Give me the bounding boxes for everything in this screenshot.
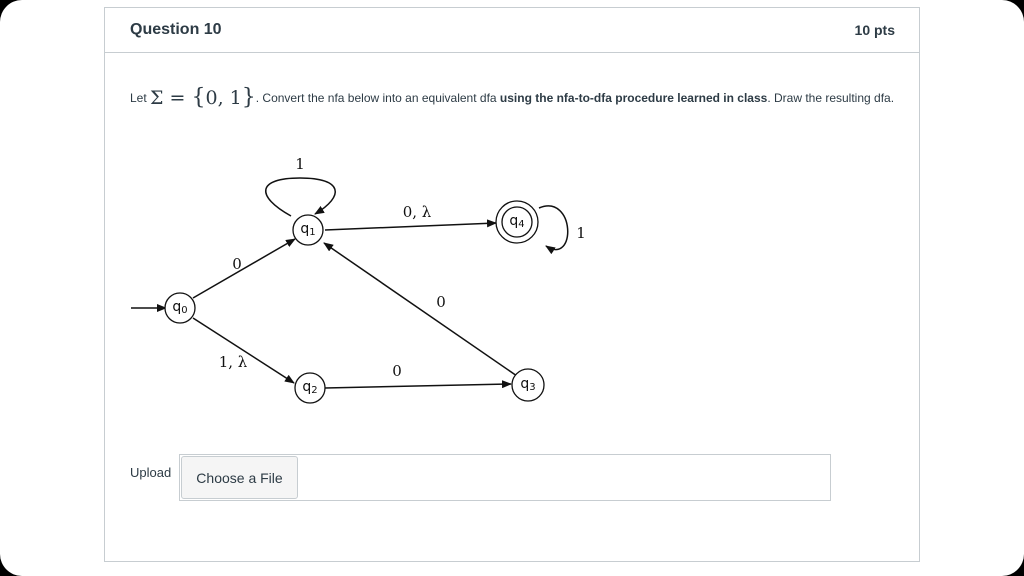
edge-q1-self-loop bbox=[266, 178, 336, 216]
state-q1-label: q1 bbox=[300, 221, 316, 238]
state-q0 bbox=[165, 293, 195, 323]
label-q0-q2: 1, λ bbox=[218, 353, 248, 371]
text-let: Let bbox=[130, 91, 147, 105]
text-bold: using the nfa-to-dfa procedure learned in class bbox=[499, 91, 768, 105]
edge-q0-q1 bbox=[193, 239, 295, 298]
question-card bbox=[104, 7, 920, 562]
text-end: . Draw the resulting dfa. bbox=[767, 91, 895, 105]
question-points: 10 pts bbox=[854, 22, 895, 38]
state-q2-label: q2 bbox=[302, 379, 318, 396]
label-q0-q1: 0 bbox=[232, 255, 242, 273]
state-q3-label: q3 bbox=[520, 376, 536, 393]
label-q4-self: 1 bbox=[576, 224, 586, 242]
state-q0-label: q0 bbox=[172, 299, 188, 316]
label-q3-q1: 0 bbox=[436, 293, 446, 311]
set-close-brace: } bbox=[241, 85, 256, 110]
question-title: Question 10 bbox=[130, 21, 222, 38]
edge-q4-self-loop bbox=[539, 206, 568, 250]
state-q2 bbox=[295, 373, 325, 403]
edge-q3-q1 bbox=[324, 243, 517, 376]
text-middle: . Convert the nfa below into an equivalent dfa bbox=[255, 91, 500, 105]
edge-q0-q2 bbox=[193, 318, 294, 383]
equals-sign: = bbox=[169, 87, 186, 109]
label-q2-q3: 0 bbox=[392, 362, 402, 380]
state-q4-accepting bbox=[496, 201, 538, 243]
label-q1-q4: 0, λ bbox=[402, 203, 432, 221]
state-q1 bbox=[293, 215, 323, 245]
state-q4-label: q4 bbox=[509, 213, 525, 230]
upload-label: Upload bbox=[130, 465, 172, 480]
edge-q2-q3 bbox=[325, 384, 511, 388]
file-upload-field[interactable] bbox=[179, 454, 831, 501]
set-values: 0, 1 bbox=[205, 87, 242, 109]
sigma-symbol: Σ bbox=[150, 87, 164, 109]
state-q3 bbox=[512, 369, 544, 401]
nfa-diagram bbox=[105, 8, 921, 448]
label-q1-self: 1 bbox=[295, 155, 305, 173]
choose-file-button[interactable]: Choose a File bbox=[181, 456, 298, 499]
edge-q1-q4 bbox=[325, 223, 496, 230]
set-open-brace: { bbox=[191, 85, 206, 110]
